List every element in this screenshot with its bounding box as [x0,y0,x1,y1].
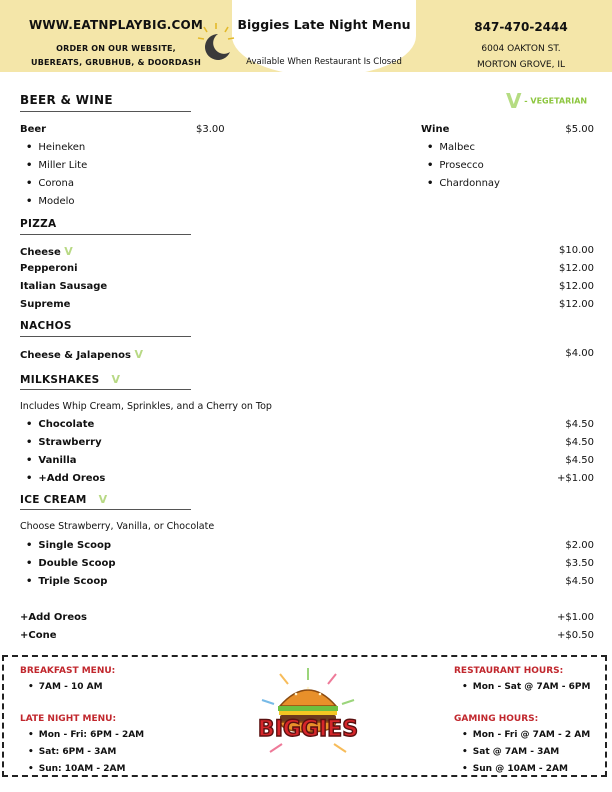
item-price: $4.00 [565,348,594,359]
item-price-wine: $5.00 [565,124,594,135]
ice-cream-addon: +Add Oreos [20,612,87,623]
section-title-pizza: PIZZA [20,218,57,230]
item-price-beer: $3.00 [196,124,225,135]
vegetarian-icon: V [506,89,522,113]
menu-subtitle: Available When Restaurant Is Closed [246,57,402,67]
ice-cream-item: • Triple Scoop [26,576,107,587]
vegetarian-icon: V [134,348,143,361]
phone-number[interactable]: 847-470-2444 [474,20,568,34]
hours-item: • Sat: 6PM - 3AM [28,747,116,757]
item-price: $4.50 [565,455,594,466]
ice-cream-item: • Single Scoop [26,540,111,551]
website-link[interactable]: WWW.EATNPLAYBIG.COM [28,18,204,32]
order-line-1: ORDER ON OUR WEBSITE, [56,44,176,53]
hours-item: • Sun @ 10AM - 2AM [462,764,568,774]
address-line-2: MORTON GROVE, IL [476,60,565,70]
section-divider [20,234,191,235]
restaurant-hours-title: RESTAURANT HOURS: [454,666,564,676]
item-price: $2.00 [565,540,594,551]
late-night-menu-title: LATE NIGHT MENU: [20,714,117,724]
logo-wordmark: BIGGIES [257,717,359,742]
section-title-ice-cream: ICE CREAM V [20,493,108,506]
menu-item-supreme: Supreme [20,299,71,310]
hours-item: • Sun: 10AM - 2AM [28,764,125,774]
ice-cream-note: Choose Strawberry, Vanilla, or Chocolate [20,521,215,532]
wine-option: • Malbec [427,142,475,153]
beer-option: • Corona [26,178,74,189]
biggies-logo [250,660,366,772]
milkshake-item: • Strawberry [26,437,102,448]
item-price: $10.00 [559,245,594,256]
vegetarian-icon: V [64,245,73,258]
item-price: +$1.00 [556,612,594,623]
moon-clock-icon [196,22,236,62]
hours-item: • 7AM - 10 AM [28,682,103,692]
item-price: +$1.00 [556,473,594,484]
item-price: $12.00 [559,299,594,310]
hours-item: • Mon - Fri: 6PM - 2AM [28,730,144,740]
section-divider [20,509,191,510]
vegetarian-icon: V [98,493,108,506]
menu-title: Biggies Late Night Menu [237,17,411,32]
section-title-milkshakes: MILKSHAKES V [20,373,121,386]
milkshake-item: • Vanilla [26,455,77,466]
beer-option: • Miller Lite [26,160,87,171]
item-price: $12.00 [559,263,594,274]
item-price: $4.50 [565,576,594,587]
menu-item-beer: Beer [20,124,47,135]
vegetarian-legend-label: - VEGETARIAN [524,96,588,106]
item-price: +$0.50 [556,630,594,641]
milkshake-item: • Chocolate [26,419,94,430]
breakfast-menu-title: BREAKFAST MENU: [20,666,116,676]
beer-option: • Modelo [26,196,75,207]
order-line-2: UBEREATS, GRUBHUB, & DOORDASH [31,58,201,67]
hours-item: • Mon - Sat @ 7AM - 6PM [462,682,590,692]
hours-item: • Mon - Fri @ 7AM - 2 AM [462,730,590,740]
item-price: $4.50 [565,437,594,448]
section-title-nachos: NACHOS [20,320,72,332]
milkshake-addon: • +Add Oreos [26,473,105,484]
wine-option: • Chardonnay [427,178,500,189]
vegetarian-icon: V [111,373,121,386]
menu-item-cheese-jalapenos: Cheese & Jalapenos V [20,348,143,361]
item-price: $12.00 [559,281,594,292]
ice-cream-addon: +Cone [20,630,57,641]
menu-item-italian-sausage: Italian Sausage [20,281,108,292]
section-divider [20,336,191,337]
address-line-1: 6004 OAKTON ST. [481,44,561,54]
gaming-hours-title: GAMING HOURS: [454,714,539,724]
beer-option: • Heineken [26,142,85,153]
section-divider [20,111,191,112]
section-title-beer-wine: BEER & WINE [20,93,113,107]
menu-item-cheese-pizza: Cheese V [20,245,73,258]
wine-option: • Prosecco [427,160,484,171]
item-price: $4.50 [565,419,594,430]
item-price: $3.50 [565,558,594,569]
milkshake-note: Includes Whip Cream, Sprinkles, and a Cherry on Top [20,401,272,412]
section-divider [20,389,191,390]
menu-item-wine: Wine [421,124,450,135]
vegetarian-legend [506,89,587,113]
hours-item: • Sat @ 7AM - 3AM [462,747,559,757]
ice-cream-item: • Double Scoop [26,558,116,569]
menu-item-pepperoni: Pepperoni [20,263,78,274]
